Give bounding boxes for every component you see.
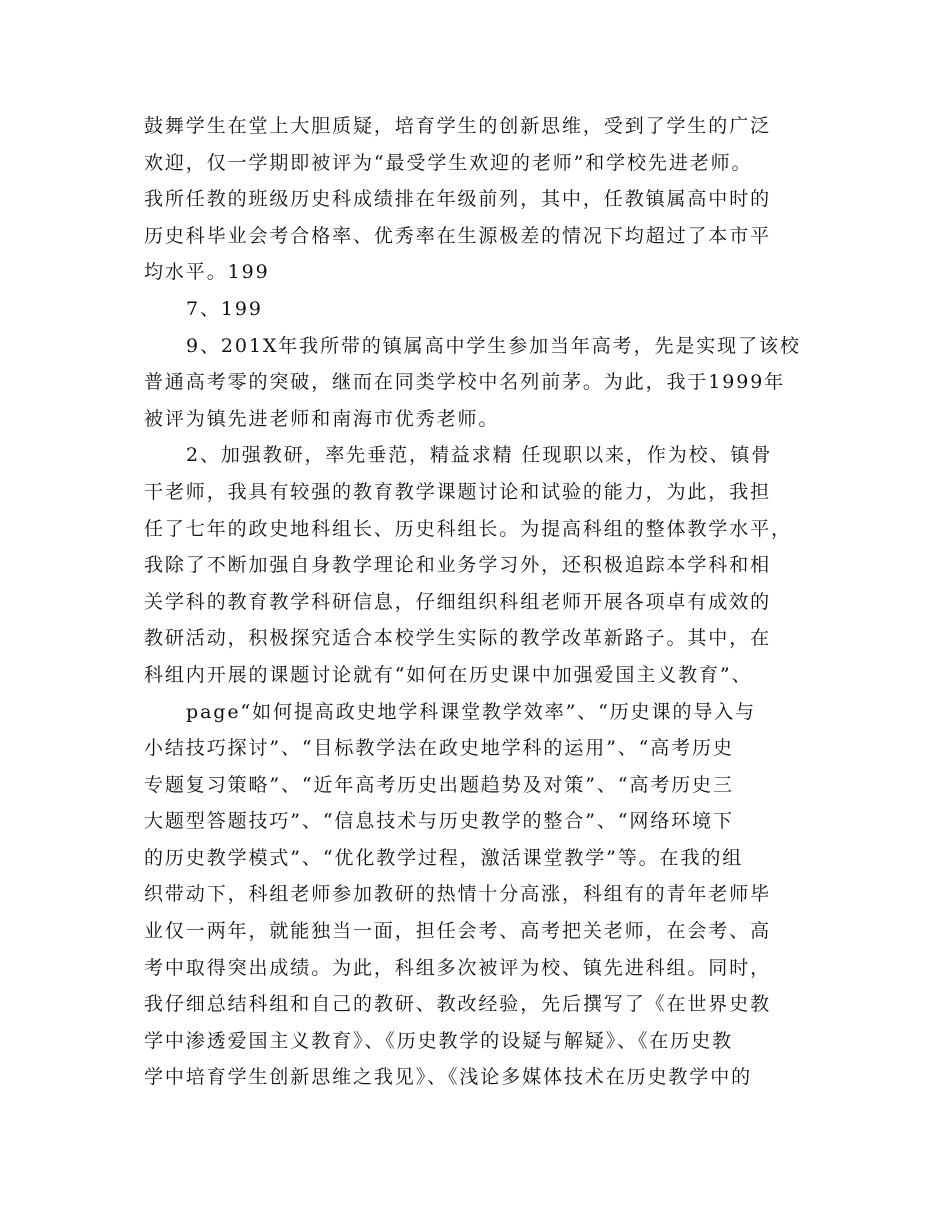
text-line: 关学科的教育教学科研信息，仔细组织科组老师开展各项卓有成效的 bbox=[144, 590, 772, 613]
text-line: 2、加强教研，率先垂范，精益求精 任现职以来，作为校、镇骨 bbox=[186, 444, 773, 467]
text-line: 被评为镇先进老师和南海市优秀老师。 bbox=[144, 407, 500, 430]
text-line: 学中渗透爱国主义教育》、《历史教学的设疑与解疑》、《在历史教 bbox=[144, 1029, 734, 1052]
text-line: 历史科毕业会考合格率、优秀率在生源极差的情况下均超过了本市平 bbox=[144, 224, 772, 247]
text-line: 9、201X年我所带的镇属高中学生参加当年高考，先是实现了该校 bbox=[186, 334, 801, 357]
text-line: page“如何提高政史地学科课堂教学效率”、“历史课的导入与 bbox=[186, 700, 757, 723]
text-line: 我所任教的班级历史科成绩排在年级前列，其中，任教镇属高中时的 bbox=[144, 188, 772, 211]
text-line: 教研活动，积极探究适合本校学生实际的教学改革新路子。其中，在 bbox=[144, 627, 772, 650]
text-line: 普通高考零的突破，继而在同类学校中名列前茅。为此，我于1999年 bbox=[144, 371, 786, 394]
text-line: 专题复习策略”、“近年高考历史出题趋势及对策”、“高考历史三 bbox=[144, 773, 734, 796]
text-line: 我仔细总结科组和自己的教研、教改经验，先后撰写了《在世界史教 bbox=[144, 993, 772, 1016]
text-line: 的历史教学模式”、“优化教学过程，激活课堂教学”等。在我的组 bbox=[144, 846, 744, 869]
text-line: 干老师，我具有较强的教育教学课题讨论和试验的能力，为此，我担 bbox=[144, 480, 772, 503]
text-line: 考中取得突出成绩。为此，科组多次被评为校、镇先进科组。同时， bbox=[144, 956, 772, 979]
text-line: 大题型答题技巧”、“信息技术与历史教学的整合”、“网络环境下 bbox=[144, 810, 734, 833]
text-line: 织带动下，科组老师参加教研的热情十分高涨，科组有的青年老师毕 bbox=[144, 883, 772, 906]
text-line: 均水平。199 bbox=[144, 261, 270, 284]
text-line: 小结技巧探讨”、“目标教学法在政史地学科的运用”、“高考历史 bbox=[144, 737, 734, 760]
text-line: 鼓舞学生在堂上大胆质疑，培育学生的创新思维，受到了学生的广泛 bbox=[144, 115, 772, 137]
text-line: 7、199 bbox=[186, 297, 263, 320]
text-line: 我除了不断加强自身教学理论和业务学习外，还积极追踪本学科和相 bbox=[144, 554, 772, 577]
text-line: 科组内开展的课题讨论就有“如何在历史课中加强爱国主义教育”、 bbox=[144, 663, 753, 686]
text-line: 欢迎，仅一学期即被评为“最受学生欢迎的老师”和学校先进老师。 bbox=[144, 151, 753, 174]
text-line: 任了七年的政史地科组长、历史科组长。为提高科组的整体教学水平， bbox=[144, 517, 792, 540]
text-line: 业仅一两年，就能独当一面，担任会考、高考把关老师，在会考、高 bbox=[144, 920, 772, 943]
body-text bbox=[144, 108, 824, 1096]
text-line: 学中培育学生创新思维之我见》、《浅论多媒体技术在历史教学中的 bbox=[144, 1066, 753, 1089]
